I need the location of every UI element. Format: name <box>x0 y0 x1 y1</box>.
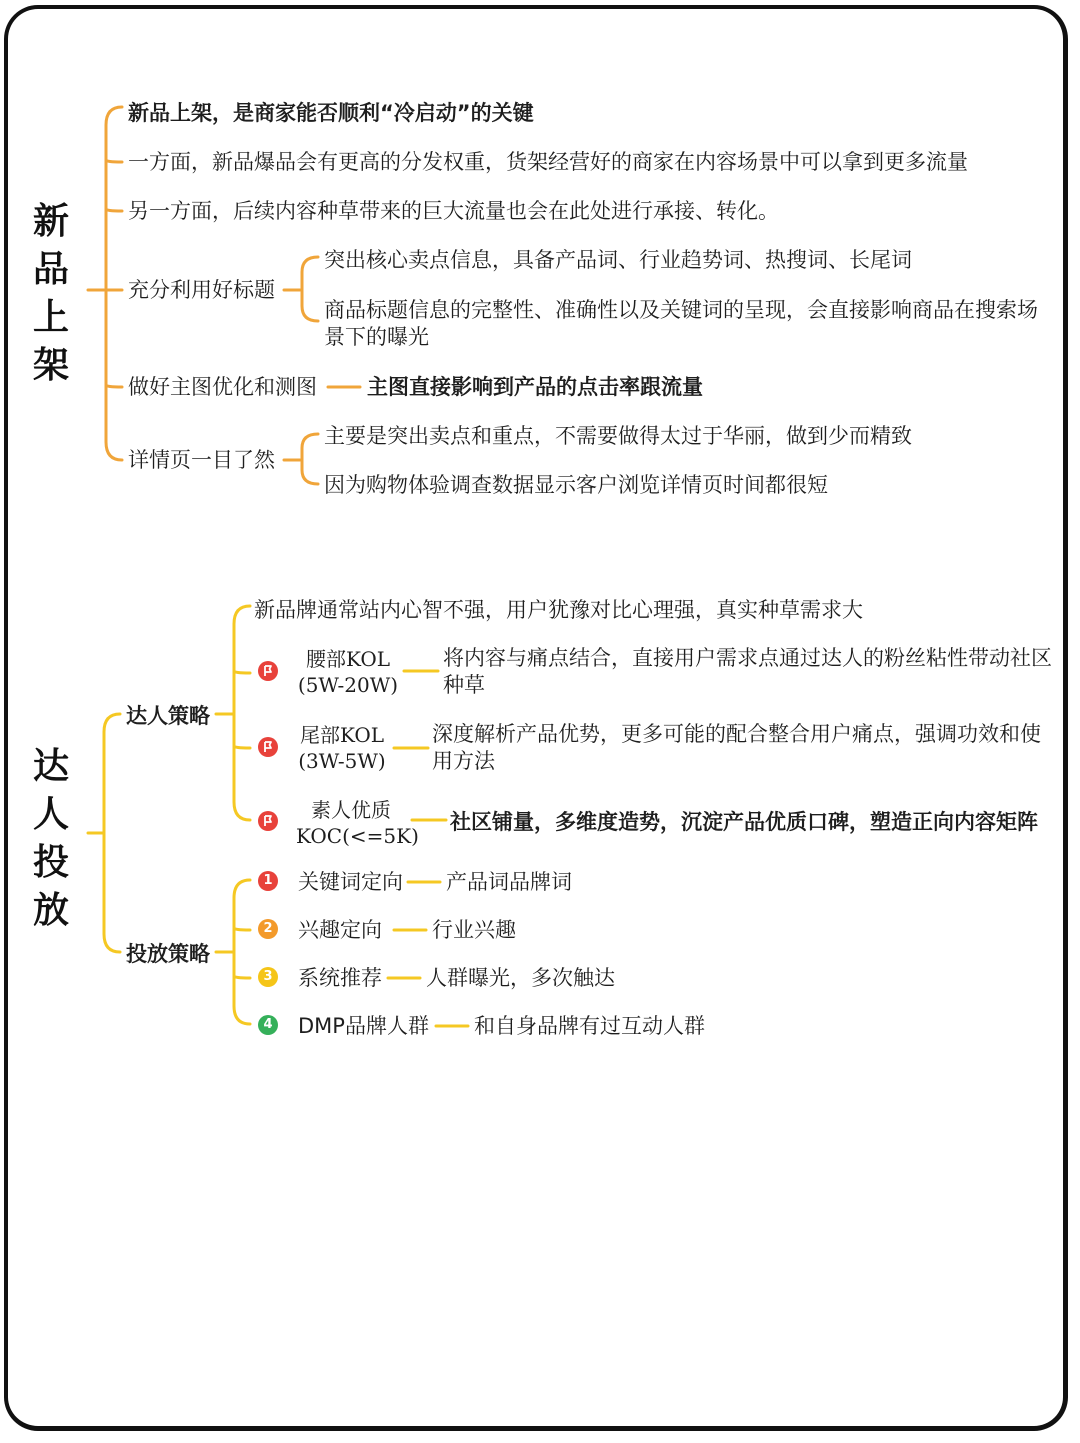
title-optimization-sub-1: 突出核心卖点信息，具备产品词、行业趋势词、热搜词、长尾词 <box>324 248 912 272</box>
ad-item-desc: 行业兴趣 <box>432 918 516 942</box>
waist-kol-range: (5W-20W) <box>297 673 399 697</box>
waist-kol-name: 腰部KOL <box>305 647 391 671</box>
main-image-label: 做好主图优化和测图 <box>128 375 317 399</box>
tail-kol-name: 尾部KOL <box>299 723 385 747</box>
ad-strategy-label: 投放策略 <box>126 942 210 966</box>
new-product-point-1: 一方面，新品爆品会有更高的分发权重，货架经营好的商家在内容场景中可以拿到更多流量 <box>128 150 968 174</box>
flag-icon <box>258 737 278 757</box>
flag-icon <box>258 811 278 831</box>
detail-page-sub-2: 因为购物体验调查数据显示客户浏览详情页时间都很短 <box>324 473 828 497</box>
detail-page-sub-1: 主要是突出卖点和重点，不需要做得太过于华丽，做到少而精致 <box>324 424 912 448</box>
tail-kol-range: (3W-5W) <box>298 749 386 773</box>
kol-intro: 新品牌通常站内心智不强，用户犹豫对比心理强，真实种草需求大 <box>254 598 863 622</box>
main-image-detail: 主图直接影响到产品的点击率跟流量 <box>367 375 703 399</box>
ad-item-name: 系统推荐 <box>298 966 382 990</box>
title-optimization-sub-2: 商品标题信息的完整性、准确性以及关键词的呈现，会直接影响商品在搜索场景下的曝光 <box>324 298 1038 349</box>
number-2-icon: 2 <box>258 919 278 939</box>
section-title-new-product: 新品上架 <box>32 201 69 386</box>
ad-item-desc: 人群曝光，多次触达 <box>426 966 615 990</box>
ad-item-name: DMP品牌人群 <box>298 1014 429 1038</box>
ad-item-name: 关键词定向 <box>298 870 403 894</box>
ad-item-desc: 产品词品牌词 <box>446 870 572 894</box>
koc-desc: 社区铺量，多维度造势，沉淀产品优质口碑，塑造正向内容矩阵 <box>450 810 1038 834</box>
title-optimization-label: 充分利用好标题 <box>128 278 275 302</box>
number-4-icon: 4 <box>258 1015 278 1035</box>
number-1-icon: 1 <box>258 871 278 891</box>
koc-name: 素人优质 <box>311 798 391 822</box>
new-product-heading: 新品上架，是商家能否顺利“冷启动”的关键 <box>128 101 534 125</box>
waist-kol-desc: 将内容与痛点结合，直接用户需求点通过达人的粉丝粘性带动社区种草 <box>443 646 1052 697</box>
koc-range: KOC(<=5K) <box>296 824 419 848</box>
ad-item-desc: 和自身品牌有过互动人群 <box>474 1014 705 1038</box>
ad-item-name: 兴趣定向 <box>298 918 382 942</box>
kol-strategy-label: 达人策略 <box>126 704 210 728</box>
detail-page-label: 详情页一目了然 <box>128 448 275 472</box>
number-3-icon: 3 <box>258 967 278 987</box>
section-title-influencer: 达人投放 <box>32 746 69 931</box>
new-product-point-2: 另一方面，后续内容种草带来的巨大流量也会在此处进行承接、转化。 <box>128 199 779 223</box>
tail-kol-desc: 深度解析产品优势，更多可能的配合整合用户痛点，强调功效和使用方法 <box>432 722 1041 773</box>
flag-icon <box>258 661 278 681</box>
